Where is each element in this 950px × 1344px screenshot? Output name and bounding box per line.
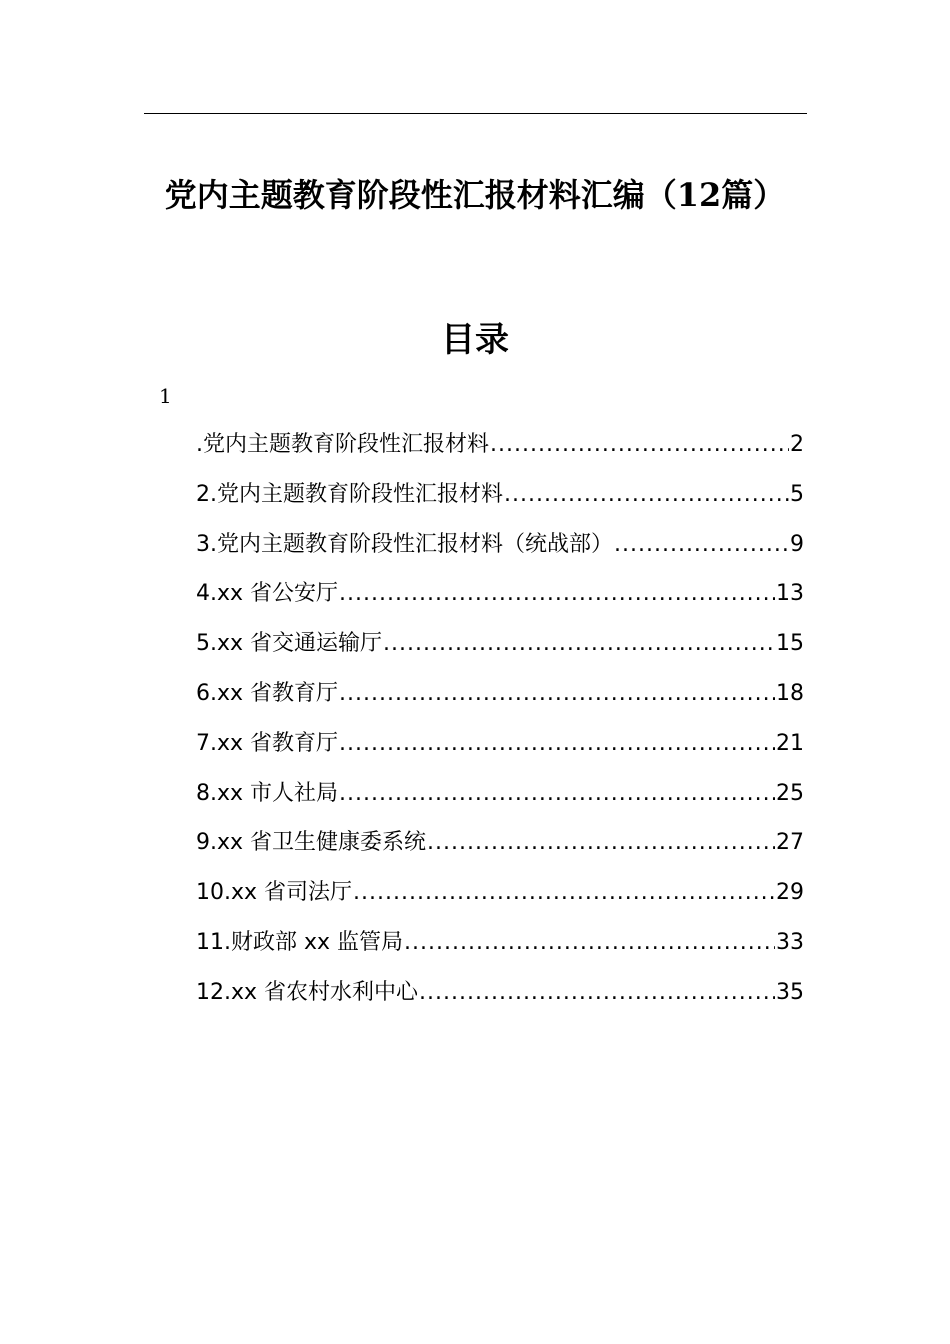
toc-entry[interactable] bbox=[196, 574, 804, 624]
toc-entry[interactable] bbox=[196, 624, 804, 674]
toc-entry-label: 10.xx 省司法厅 bbox=[196, 880, 353, 906]
toc-entry-page: 18 bbox=[776, 680, 804, 706]
toc-entry-label: 2.党内主题教育阶段性汇报材料 bbox=[196, 481, 503, 507]
toc-entry-page: 21 bbox=[776, 730, 804, 756]
toc-entry-page: 25 bbox=[776, 780, 804, 806]
toc-entry[interactable] bbox=[196, 923, 804, 973]
toc-dot-leader bbox=[339, 574, 775, 614]
toc-entry[interactable] bbox=[196, 873, 804, 923]
toc-entry-label: 7.xx 省教育厅 bbox=[196, 730, 339, 756]
toc-entry-label: .党内主题教育阶段性汇报材料 bbox=[196, 432, 489, 457]
toc-dot-leader bbox=[427, 823, 775, 863]
toc-dot-leader bbox=[339, 774, 775, 814]
toc-entry-page: 33 bbox=[776, 929, 804, 955]
toc-dot-leader bbox=[504, 475, 789, 515]
toc-entry[interactable] bbox=[196, 525, 804, 575]
toc-entry-label: 11.财政部 xx 监管局 bbox=[196, 929, 404, 955]
toc-entry-page: 13 bbox=[776, 581, 804, 607]
toc-entry-label: 9.xx 省卫生健康委系统 bbox=[196, 830, 427, 856]
table-of-contents bbox=[196, 425, 804, 1023]
toc-dot-leader bbox=[339, 724, 775, 764]
toc-dot-leader bbox=[339, 674, 775, 714]
toc-entry-label: 12.xx 省农村水利中心 bbox=[196, 979, 419, 1005]
toc-entry-page: 15 bbox=[776, 631, 804, 657]
toc-entry-page: 2 bbox=[790, 432, 804, 457]
toc-entry[interactable] bbox=[196, 973, 804, 1023]
toc-entry-page: 35 bbox=[776, 979, 804, 1005]
toc-entry-page: 29 bbox=[776, 880, 804, 906]
toc-entry-page: 9 bbox=[790, 531, 804, 557]
toc-entry[interactable] bbox=[196, 724, 804, 774]
toc-entry[interactable] bbox=[196, 475, 804, 525]
document-title: 党内主题教育阶段性汇报材料汇编（12篇） bbox=[164, 176, 786, 214]
toc-entry-label: 5.xx 省交通运输厅 bbox=[196, 631, 383, 657]
header-rule bbox=[144, 113, 807, 114]
toc-entry-page: 27 bbox=[776, 830, 804, 856]
toc-entry[interactable] bbox=[196, 823, 804, 873]
toc-entry[interactable] bbox=[196, 774, 804, 824]
toc-dot-leader bbox=[404, 923, 775, 963]
toc-entry-label: 4.xx 省公安厅 bbox=[196, 581, 339, 607]
toc-dot-leader bbox=[419, 973, 775, 1013]
toc-entry[interactable] bbox=[196, 425, 804, 475]
toc-entry-label: 6.xx 省教育厅 bbox=[196, 680, 339, 706]
toc-dot-leader bbox=[383, 624, 775, 664]
page-number-marker: 1 bbox=[159, 384, 172, 408]
toc-dot-leader bbox=[490, 425, 789, 465]
toc-dot-leader bbox=[614, 525, 789, 565]
toc-entry-page: 5 bbox=[790, 481, 804, 507]
toc-entry-label: 3.党内主题教育阶段性汇报材料（统战部） bbox=[196, 531, 613, 557]
toc-heading: 目录 bbox=[441, 320, 509, 360]
toc-dot-leader bbox=[353, 873, 775, 913]
toc-entry-label: 8.xx 市人社局 bbox=[196, 780, 339, 806]
toc-entry[interactable] bbox=[196, 674, 804, 724]
